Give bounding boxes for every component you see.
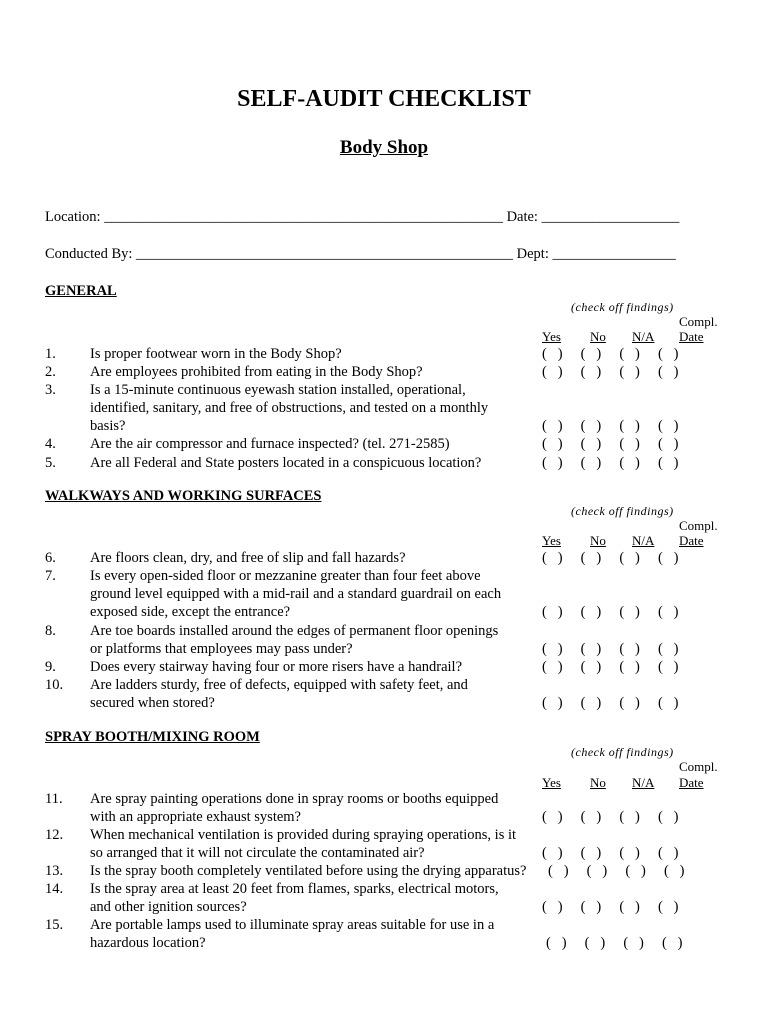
check-off-hint: (check off findings)	[571, 300, 674, 314]
answer-checkboxes[interactable]: ( ) ( ) ( ) ( )	[542, 659, 679, 675]
question-text: Is every open-sided floor or mezzanine greater than four feet above	[90, 568, 481, 584]
checklist-subtitle: Body Shop	[339, 137, 429, 158]
question-text: When mechanical ventilation is provided during spraying operations, is it	[90, 827, 517, 843]
question-text: Is the spray area at least 20 feet from flames, sparks, electrical motors,	[90, 881, 499, 897]
answer-checkboxes[interactable]: ( ) ( ) ( ) ( )	[542, 604, 679, 620]
question-text: secured when stored?	[90, 695, 215, 711]
no-column-header: No	[590, 329, 606, 344]
question-text: identified, sanitary, and free of obstructions, and tested on a monthly	[90, 400, 489, 416]
check-off-hint: (check off findings)	[571, 745, 674, 759]
section-heading-walkways: WALKWAYS AND WORKING SURFACES	[45, 488, 322, 504]
question-number: 4.	[45, 436, 56, 452]
date-column-header: Date	[679, 329, 704, 344]
answer-checkboxes[interactable]: ( ) ( ) ( ) ( )	[542, 550, 679, 566]
question-text: Are ladders sturdy, free of defects, equipped with safety feet, and	[90, 677, 468, 693]
question-number: 13.	[45, 863, 64, 879]
question-text: Are floors clean, dry, and free of slip and fall hazards?	[90, 550, 406, 566]
question-text: ground level equipped with a mid-rail and a standard guardrail on each	[90, 586, 502, 602]
question-text: basis?	[90, 418, 126, 434]
question-number: 14.	[45, 881, 64, 897]
question-text: with an appropriate exhaust system?	[90, 809, 301, 825]
answer-checkboxes[interactable]: ( ) ( ) ( ) ( )	[546, 935, 683, 951]
date-column-header: Date	[679, 775, 704, 790]
check-off-hint: (check off findings)	[571, 504, 674, 518]
section-heading-general: GENERAL	[45, 283, 117, 299]
question-text: Are employees prohibited from eating in the Body Shop?	[90, 364, 423, 380]
answer-checkboxes[interactable]: ( ) ( ) ( ) ( )	[542, 641, 679, 657]
question-text: Is a 15-minute continuous eyewash station installed, operational,	[90, 382, 466, 398]
compl-header: Compl.	[679, 518, 718, 533]
answer-checkboxes[interactable]: ( ) ( ) ( ) ( )	[542, 346, 679, 362]
no-column-header: No	[590, 775, 606, 790]
question-number: 15.	[45, 917, 64, 933]
question-number: 3.	[45, 382, 56, 398]
question-text: exposed side, except the entrance?	[90, 604, 291, 620]
question-text: or platforms that employees may pass under?	[90, 641, 353, 657]
question-text: and other ignition sources?	[90, 899, 247, 915]
yes-column-header: Yes	[542, 329, 561, 344]
na-column-header: N/A	[632, 329, 655, 344]
yes-column-header: Yes	[542, 533, 561, 548]
question-number: 8.	[45, 623, 56, 639]
question-text: Is proper footwear worn in the Body Shop?	[90, 346, 342, 362]
question-text: Are spray painting operations done in spray rooms or booths equipped	[90, 791, 499, 807]
question-text: Is the spray booth completely ventilated before using the drying apparatus?	[90, 863, 527, 879]
na-column-header: N/A	[632, 533, 655, 548]
conducted-dept-field[interactable]: Conducted By: ____________________________________________________ Dept: _________________	[45, 246, 676, 262]
answer-checkboxes[interactable]: ( ) ( ) ( ) ( )	[542, 418, 679, 434]
answer-checkboxes[interactable]: ( ) ( ) ( ) ( )	[542, 809, 679, 825]
answer-checkboxes[interactable]: ( ) ( ) ( ) ( )	[548, 863, 685, 879]
question-text: Are portable lamps used to illuminate spray areas suitable for use in a	[90, 917, 495, 933]
location-date-field[interactable]: Location: _______________________________________________________ Date: ___________________	[45, 209, 680, 225]
compl-header: Compl.	[679, 314, 718, 329]
answer-checkboxes[interactable]: ( ) ( ) ( ) ( )	[542, 436, 679, 452]
na-column-header: N/A	[632, 775, 655, 790]
answer-checkboxes[interactable]: ( ) ( ) ( ) ( )	[542, 455, 679, 471]
checklist-title: SELF-AUDIT CHECKLIST	[237, 86, 531, 112]
date-column-header: Date	[679, 533, 704, 548]
question-number: 5.	[45, 455, 56, 471]
no-column-header: No	[590, 533, 606, 548]
question-number: 1.	[45, 346, 56, 362]
section-heading-spray-booth: SPRAY BOOTH/MIXING ROOM	[45, 729, 260, 745]
question-text: hazardous location?	[90, 935, 206, 951]
answer-checkboxes[interactable]: ( ) ( ) ( ) ( )	[542, 364, 679, 380]
answer-checkboxes[interactable]: ( ) ( ) ( ) ( )	[542, 899, 679, 915]
question-number: 6.	[45, 550, 56, 566]
question-number: 2.	[45, 364, 56, 380]
compl-header: Compl.	[679, 759, 718, 774]
question-number: 7.	[45, 568, 56, 584]
yes-column-header: Yes	[542, 775, 561, 790]
question-text: so arranged that it will not circulate the contaminated air?	[90, 845, 425, 861]
question-number: 10.	[45, 677, 64, 693]
answer-checkboxes[interactable]: ( ) ( ) ( ) ( )	[542, 695, 679, 711]
answer-checkboxes[interactable]: ( ) ( ) ( ) ( )	[542, 845, 679, 861]
question-text: Are all Federal and State posters located in a conspicuous location?	[90, 455, 482, 471]
question-text: Are toe boards installed around the edges of permanent floor openings	[90, 623, 499, 639]
question-number: 11.	[45, 791, 63, 807]
question-text: Are the air compressor and furnace inspected? (tel. 271-2585)	[90, 436, 450, 452]
question-number: 9.	[45, 659, 56, 675]
question-text: Does every stairway having four or more risers have a handrail?	[90, 659, 463, 675]
question-number: 12.	[45, 827, 64, 843]
